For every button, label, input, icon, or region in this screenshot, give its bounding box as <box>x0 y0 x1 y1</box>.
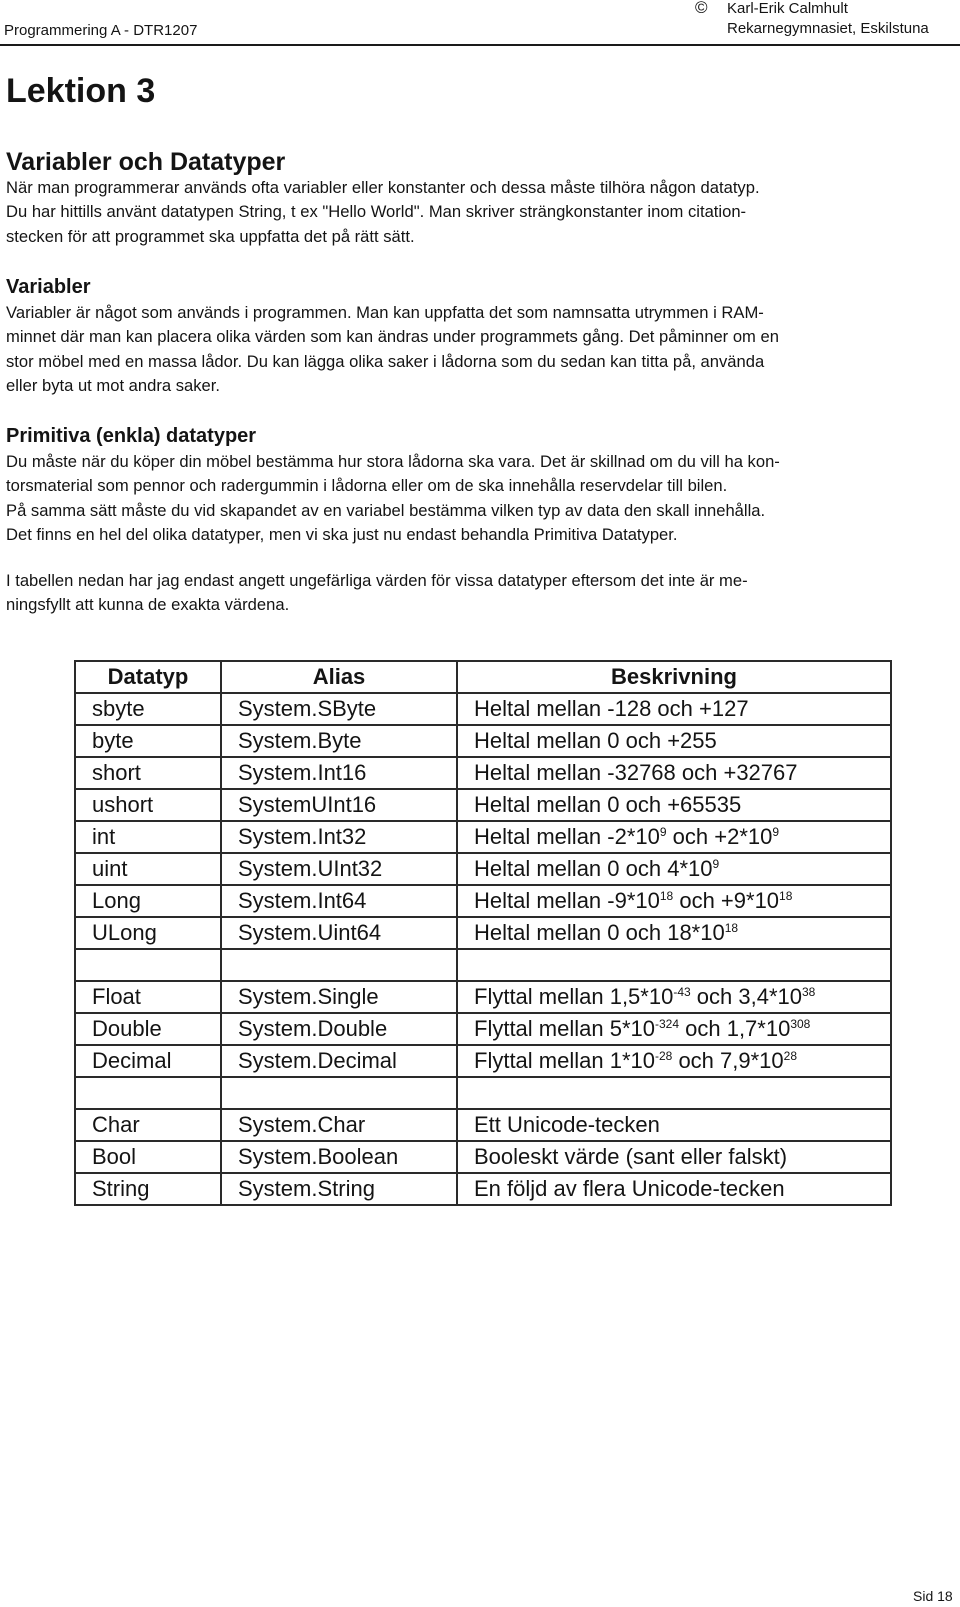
cell-alias: System.Decimal <box>221 1045 457 1077</box>
variabler-line: Variabler är något som används i programmen. Man kan uppfatta det som namnsatta utrymmen i RAM- <box>6 303 764 322</box>
primitiva-line: torsmaterial som pennor och radergummin i lådorna eller om de ska innehålla reservdelar till bilen. <box>6 476 728 496</box>
exponent: 28 <box>783 1049 797 1063</box>
desc-text: och 1,7*10 <box>679 1016 791 1041</box>
exponent: -28 <box>654 1049 673 1063</box>
cell-alias: System.Double <box>221 1013 457 1045</box>
cell-alias: System.Single <box>221 981 457 1013</box>
lesson-title: Lektion 3 <box>6 72 156 110</box>
exponent: -43 <box>673 985 691 999</box>
table-row <box>75 981 891 1013</box>
cell-beskrivning <box>457 917 891 949</box>
section-heading-variabler-och-datatyper: Variabler och Datatyper <box>6 148 286 176</box>
cell-alias: System.UInt32 <box>221 853 457 885</box>
cell-alias: System.SByte <box>221 693 457 725</box>
table-row <box>75 693 891 725</box>
primitiva-line: Det finns en hel del olika datatyper, men vi ska just nu endast behandla Primitiva Datatyper. <box>6 525 678 545</box>
exponent: 9 <box>659 825 667 839</box>
cell-beskrivning <box>457 1013 891 1045</box>
intro-line: stecken för att programmet ska uppfatta det på rätt sätt. <box>6 226 415 246</box>
cell-datatyp: ushort <box>75 789 221 821</box>
column-header-datatyp: Datatyp <box>75 661 221 693</box>
header-divider <box>0 44 960 46</box>
cell-empty <box>457 1077 891 1109</box>
desc-text: Heltal mellan 0 och 18*10 <box>474 920 725 945</box>
cell-datatyp: sbyte <box>75 693 221 725</box>
cell-datatyp: uint <box>75 853 221 885</box>
author-name: Karl-Erik Calmhult <box>727 0 848 17</box>
table-intro-line: I tabellen nedan har jag endast angett ungefärliga värden för vissa datatyper eftersom det inte är me- <box>6 571 748 590</box>
table-row <box>75 917 891 949</box>
page-number: Sid 18 <box>913 1588 953 1604</box>
desc-text: och +9*10 <box>673 888 780 913</box>
exponent: 18 <box>659 889 674 903</box>
cell-datatyp: Bool <box>75 1141 221 1173</box>
intro-line: När man programmerar används ofta variabler eller konstanter och dessa måste tilhöra någon datatyp. <box>6 178 760 197</box>
table-header-row <box>75 661 891 693</box>
table-intro-paragraph <box>6 569 951 618</box>
cell-empty <box>457 949 891 981</box>
cell-empty <box>221 949 457 981</box>
section-heading-variabler: Variabler <box>6 276 91 298</box>
table-row <box>75 885 891 917</box>
copyright-symbol: © <box>695 0 708 17</box>
table-row <box>75 1045 891 1077</box>
table-row <box>75 757 891 789</box>
cell-empty <box>75 949 221 981</box>
desc-text: Flyttal mellan 1,5*10 <box>474 984 674 1009</box>
cell-datatyp: short <box>75 757 221 789</box>
variabler-paragraph <box>6 301 951 399</box>
course-name: Programmering A - DTR1207 <box>4 22 198 39</box>
cell-datatyp: byte <box>75 725 221 757</box>
desc-text: och +2*10 <box>666 824 773 849</box>
cell-beskrivning: Heltal mellan -32768 och +32767 <box>457 757 891 789</box>
exponent: 308 <box>790 1017 811 1031</box>
exponent: 9 <box>772 825 780 839</box>
cell-beskrivning <box>457 885 891 917</box>
exponent: -324 <box>654 1017 680 1031</box>
exponent: 18 <box>779 889 793 903</box>
table-row <box>75 821 891 853</box>
exponent: 9 <box>712 857 720 871</box>
primitiva-line: På samma sätt måste du vid skapandet av en variabel bestämma vilken typ av data den skall innehålla. <box>6 500 766 520</box>
cell-beskrivning: Heltal mellan -128 och +127 <box>457 693 891 725</box>
cell-beskrivning: En följd av flera Unicode-tecken <box>457 1173 891 1205</box>
cell-empty <box>221 1077 457 1109</box>
cell-alias: System.Char <box>221 1109 457 1141</box>
school-name: Rekarnegymnasiet, Eskilstuna <box>727 20 929 37</box>
desc-text: Heltal mellan 0 och 4*10 <box>474 856 713 881</box>
desc-text: och 3,4*10 <box>690 984 802 1009</box>
table-row-empty <box>75 949 891 981</box>
exponent: 38 <box>801 985 816 999</box>
table-row <box>75 1141 891 1173</box>
datatype-table <box>74 660 892 1206</box>
variabler-line: eller byta ut mot andra saker. <box>6 376 220 396</box>
desc-text: Heltal mellan -2*10 <box>474 824 660 849</box>
table-row <box>75 789 891 821</box>
cell-beskrivning <box>457 981 891 1013</box>
cell-empty <box>75 1077 221 1109</box>
cell-datatyp: String <box>75 1173 221 1205</box>
cell-alias: System.Int64 <box>221 885 457 917</box>
variabler-line: stor möbel med en massa lådor. Du kan lägga olika saker i lådorna som du sedan kan titta på, använda <box>6 351 765 371</box>
intro-line: Du har hittills använt datatypen String, t ex "Hello World". Man skriver strängkonstanter inom citation- <box>6 202 747 222</box>
cell-alias: System.Int16 <box>221 757 457 789</box>
intro-paragraph <box>6 176 951 249</box>
cell-alias: System.String <box>221 1173 457 1205</box>
cell-alias: System.Uint64 <box>221 917 457 949</box>
cell-datatyp: Long <box>75 885 221 917</box>
desc-text: Heltal mellan -9*10 <box>474 888 660 913</box>
cell-beskrivning: Ett Unicode-tecken <box>457 1109 891 1141</box>
desc-text: och 7,9*10 <box>672 1048 784 1073</box>
table-row <box>75 725 891 757</box>
cell-beskrivning: Heltal mellan 0 och +65535 <box>457 789 891 821</box>
desc-text: Flyttal mellan 1*10 <box>474 1048 655 1073</box>
table-row <box>75 853 891 885</box>
cell-alias: System.Boolean <box>221 1141 457 1173</box>
primitiva-paragraph <box>6 450 951 548</box>
cell-beskrivning <box>457 853 891 885</box>
primitiva-line: Du måste när du köper din möbel bestämma hur stora lådorna ska vara. Det är skillnad om du vill ha kon- <box>6 452 780 471</box>
cell-datatyp: ULong <box>75 917 221 949</box>
cell-alias: SystemUInt16 <box>221 789 457 821</box>
cell-beskrivning <box>457 821 891 853</box>
column-header-alias: Alias <box>221 661 457 693</box>
table-row <box>75 1109 891 1141</box>
table-intro-line: ningsfyllt att kunna de exakta värdena. <box>6 595 290 615</box>
cell-beskrivning: Booleskt värde (sant eller falskt) <box>457 1141 891 1173</box>
cell-datatyp: Double <box>75 1013 221 1045</box>
cell-beskrivning: Heltal mellan 0 och +255 <box>457 725 891 757</box>
desc-text: Flyttal mellan 5*10 <box>474 1016 655 1041</box>
table-row <box>75 1013 891 1045</box>
cell-datatyp: Float <box>75 981 221 1013</box>
cell-datatyp: int <box>75 821 221 853</box>
cell-alias: System.Int32 <box>221 821 457 853</box>
variabler-line: minnet där man kan placera olika värden som kan ändras under programmets gång. Det påminner om en <box>6 327 779 347</box>
cell-beskrivning <box>457 1045 891 1077</box>
cell-datatyp: Char <box>75 1109 221 1141</box>
cell-datatyp: Decimal <box>75 1045 221 1077</box>
cell-alias: System.Byte <box>221 725 457 757</box>
exponent: 18 <box>724 921 739 935</box>
table-row <box>75 1173 891 1205</box>
table-row-empty <box>75 1077 891 1109</box>
column-header-beskrivning: Beskrivning <box>457 661 891 693</box>
section-heading-primitiva: Primitiva (enkla) datatyper <box>6 425 257 447</box>
